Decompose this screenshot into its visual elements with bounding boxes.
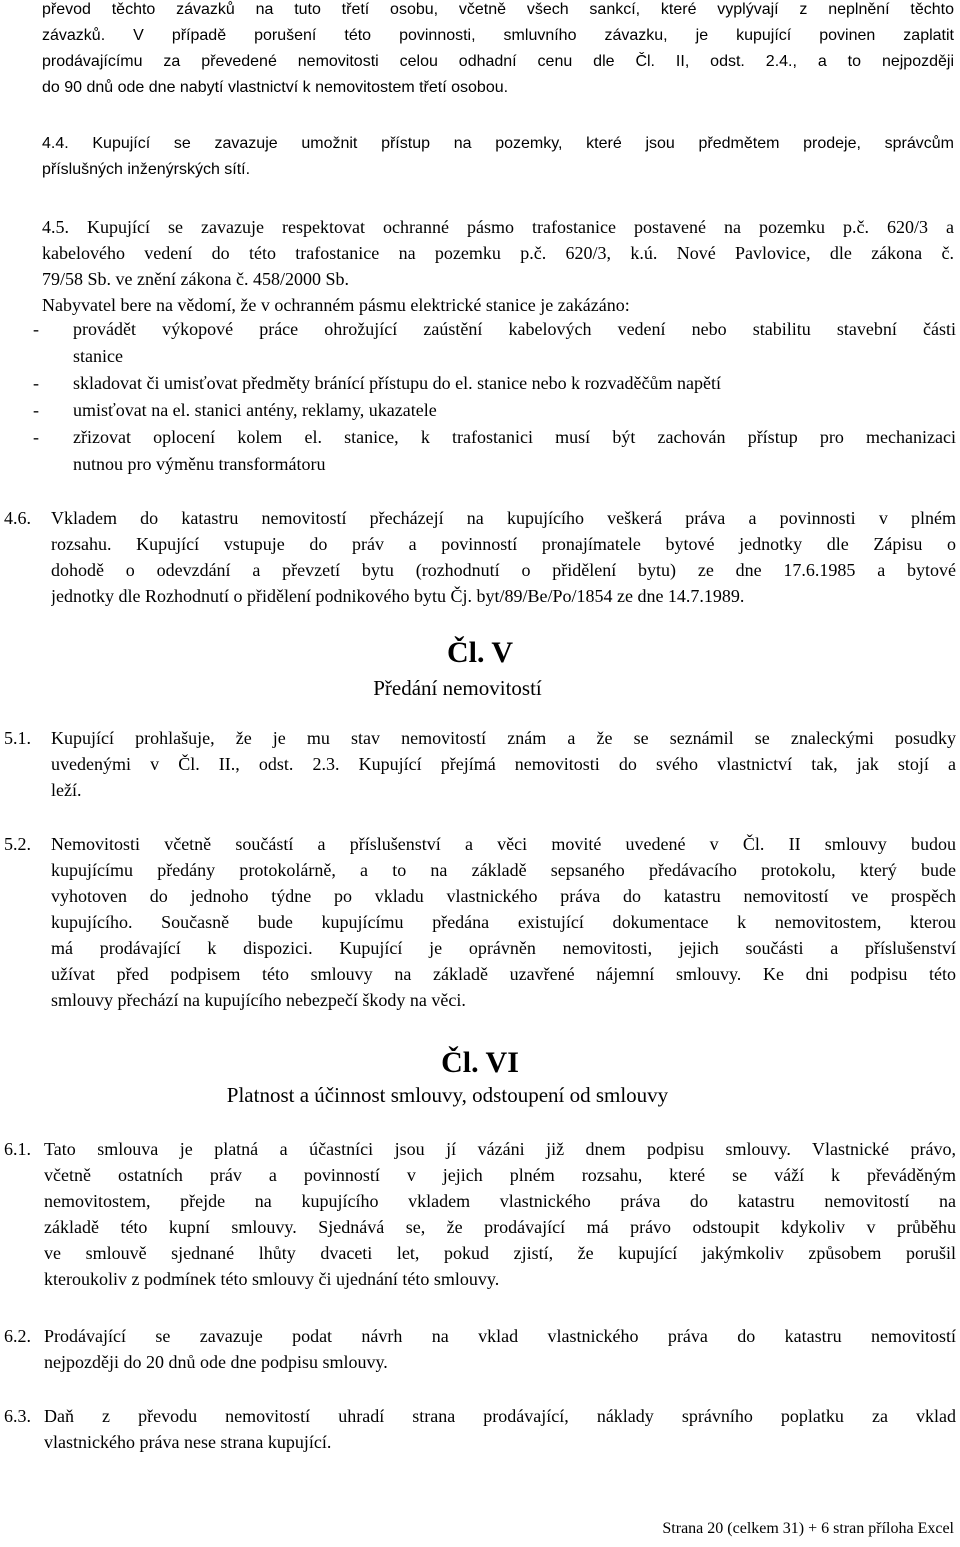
- text-line: má prodávající k dispozici. Kupující je oprávněn nemovitosti, jejich součásti a příslušenství: [51, 938, 956, 958]
- list-item-continuation: [31, 343, 956, 370]
- list-item-text: zřizovat oplocení kolem el. stanice, k trafostanici musí být zachován přístup pro mechanizaci: [73, 427, 956, 447]
- text-line: kupujícího. Současně bude kupujícímu předána existující dokumentace k nemovitostem, kterou: [51, 912, 956, 932]
- list-dash: -: [33, 427, 39, 447]
- section-6-2: [4, 1323, 956, 1375]
- text-line: závazků. V případě porušení této povinnosti, smluvního závazku, je kupující povinen zaplatit: [42, 27, 954, 44]
- section-6-1: [4, 1136, 956, 1292]
- text-line: základě této kupní smlouvy. Sjednává se, že prodávající má právo odstoupit kdykoliv v průběhu: [44, 1217, 956, 1237]
- list-item: [31, 397, 956, 424]
- list-dash: -: [33, 319, 39, 339]
- section-6-3: [4, 1403, 956, 1455]
- text-line: kteroukoliv z podmínek této smlouvy či ujednání této smlouvy.: [44, 1269, 500, 1289]
- list-dash: -: [33, 373, 39, 393]
- text-line: nejpozději do 20 dnů ode dne podpisu smlouvy.: [44, 1352, 388, 1372]
- text-line: jednotky dle Rozhodnutí o přidělení podnikového bytu Čj. byt/89/Be/Po/1854 ze dne 14.7.1989.: [51, 586, 745, 606]
- list-item: [31, 370, 956, 397]
- article-6-title: Čl. VI: [441, 1046, 519, 1079]
- text-line: Kupující prohlašuje, že je mu stav nemovitostí znám a že se seznámil se znaleckými posudky: [51, 728, 956, 748]
- section-number: 4.6.: [4, 508, 31, 528]
- section-4-5: [42, 214, 954, 318]
- section-number: 6.1.: [4, 1139, 31, 1159]
- text-line: nemovitostem, přejde na kupujícího vkladem vlastnického práva do katastru nemovitostí na: [44, 1191, 956, 1211]
- page-footer: Strana 20 (celkem 31) + 6 stran příloha Excel: [662, 1520, 954, 1537]
- text-line: Vkladem do katastru nemovitostí přecházejí na kupujícího veškerá práva a povinnosti v plném: [51, 508, 956, 528]
- list-item-text: skladovat či umisťovat předměty bránící přístupu do el. stanice nebo k rozvaděčům napětí: [73, 373, 721, 393]
- list-item: [31, 316, 956, 343]
- text-line: převod těchto závazků na tuto třetí osobu, včetně všech sankcí, které vyplývají z neplnění těchto: [42, 1, 954, 18]
- text-line: do 90 dnů ode dne nabytí vlastnictví k nemovitostem třetí osobou.: [42, 79, 509, 96]
- text-line: včetně ostatních práv a povinností v jejich plném rozsahu, které se váží k převáděným: [44, 1165, 956, 1185]
- text-line: prodávajícímu za převedené nemovitosti celou odhadní cenu dle Čl. II, odst. 2.4., a to nejpozději: [42, 53, 954, 70]
- text-line: vyhotoven do jednoho týdne po vkladu vlastnického práva do katastru nemovitostí ve prospěch: [51, 886, 956, 906]
- text-line: kupujícímu předány protokolárně, a to na základě sepsaného předávacího protokolu, který bude: [51, 860, 956, 880]
- section-4-6: [4, 505, 956, 609]
- text-line: kabelového vedení do této trafostanice na pozemku p.č. 620/3, k.ú. Nové Pavlovice, dle zákona č.: [42, 243, 954, 263]
- text-line: Tato smlouva je platná a účastníci jsou jí vázáni již dnem podpisu smlouvy. Vlastnické právo,: [44, 1139, 956, 1159]
- text-line: Daň z převodu nemovitostí uhradí strana prodávající, náklady správního poplatku za vklad: [44, 1406, 956, 1426]
- section-5-1: [4, 725, 956, 803]
- list-item-text: provádět výkopové práce ohrožující zaústění kabelových vedení nebo stabilitu stavební části: [73, 319, 956, 339]
- text-line: užívat před podpisem této smlouvy na základě uzavřené nájemní smlouvy. Ke dni podpisu této: [51, 964, 956, 984]
- text-line: 4.5. Kupující se zavazuje respektovat ochranné pásmo trafostanice postavené na pozemku p.č. 620/3 a: [42, 217, 954, 237]
- text-line: Nemovitosti včetně součástí a příslušenství a věci movité uvedené v Čl. II smlouvy budou: [51, 834, 956, 854]
- article-5-title: Čl. V: [446, 636, 514, 669]
- text-line: rozsahu. Kupující vstupuje do práv a povinností pronajímatele bytové jednotky dle Zápisu o: [51, 534, 956, 554]
- text-line: Nabyvatel bere na vědomí, že v ochranném pásmu elektrické stanice je zakázáno:: [42, 295, 630, 315]
- section-number: 6.3.: [4, 1406, 31, 1426]
- prohibited-list: [31, 316, 956, 478]
- article-5-subtitle: Předání nemovitostí: [373, 676, 542, 700]
- intro-paragraph: [42, 0, 954, 101]
- section-4-4: [42, 131, 954, 183]
- section-number: 5.1.: [4, 728, 31, 748]
- list-item-continuation: [31, 451, 956, 478]
- text-line: Prodávající se zavazuje podat návrh na vklad vlastnického práva do katastru nemovitostí: [44, 1326, 956, 1346]
- list-item-text: umisťovat na el. stanici antény, reklamy, ukazatele: [73, 400, 437, 420]
- section-number: 5.2.: [4, 834, 31, 854]
- text-line: leží.: [51, 780, 82, 800]
- text-line: smlouvy přechází na kupujícího nebezpečí škody na věci.: [51, 990, 466, 1010]
- text-line: uvedenými v Čl. II., odst. 2.3. Kupující přejímá nemovitosti do svého vlastnictví tak, jak stojí a: [51, 754, 956, 774]
- section-5-2: [4, 831, 956, 1013]
- text-line: příslušných inženýrských sítí.: [42, 161, 251, 178]
- text-line: ve smlouvě sjednané lhůty dvaceti let, pokud zjistí, že kupující jakýmkoliv způsobem porušil: [44, 1243, 956, 1263]
- list-dash: -: [33, 400, 39, 420]
- text-line: vlastnického práva nese strana kupující.: [44, 1432, 332, 1452]
- list-item: [31, 424, 956, 451]
- text-line: 79/58 Sb. ve znění zákona č. 458/2000 Sb.: [42, 269, 349, 289]
- text-line: dohodě o odevzdání a převzetí bytu (rozhodnutí o přidělení bytu) ze dne 17.6.1985 a bytové: [51, 560, 956, 580]
- article-6-subtitle: Platnost a účinnost smlouvy, odstoupení od smlouvy: [226, 1083, 669, 1107]
- list-item-text: stanice: [73, 346, 123, 366]
- text-line: 4.4. Kupující se zavazuje umožnit přístup na pozemky, které jsou předmětem prodeje, správcům: [42, 135, 954, 152]
- section-number: 6.2.: [4, 1326, 31, 1346]
- list-item-text: nutnou pro výměnu transformátoru: [73, 454, 326, 474]
